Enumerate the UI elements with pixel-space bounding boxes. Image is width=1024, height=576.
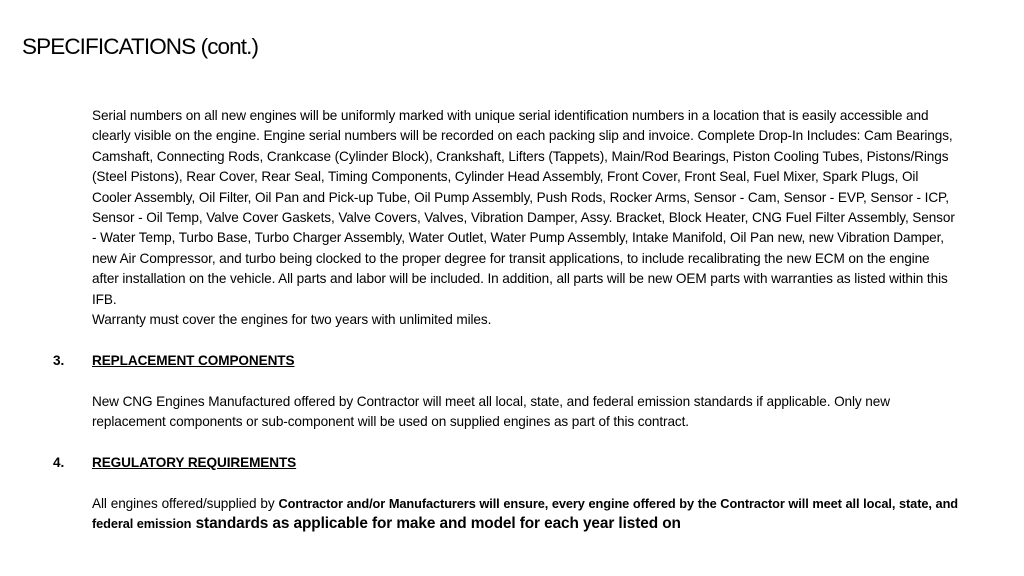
section-3-number: 3.: [53, 352, 65, 368]
slide-body: [53, 106, 958, 534]
section-4-heading: REGULATORY REQUIREMENTS: [92, 454, 297, 470]
section-3-body: New CNG Engines Manufactured offered by Contractor will meet all local, state, and federal emission standards if applicable. Only new replacement components or sub-component will be used on supplied engines as part of this contract.: [92, 393, 890, 430]
spacer: [92, 473, 958, 493]
slide-title: SPECIFICATIONS (cont.): [22, 34, 259, 59]
spacer: [92, 432, 958, 452]
section-4-body-intro: All engines offered/supplied by: [92, 495, 279, 511]
section-4-number: 4.: [53, 454, 65, 470]
warranty-line: Warranty must cover the engines for two years with unlimited miles.: [92, 312, 492, 328]
spacer: [92, 330, 958, 350]
section-4-body-bold-large: standards as applicable for make and model for each year listed on: [191, 515, 681, 533]
section-4-body: [92, 494, 958, 535]
intro-paragraph: Serial numbers on all new engines will be uniformly marked with unique serial identification numbers in a location that is easily accessible and clearly visible on the engine. Engine serial numbers will be recorded on each packing slip and invoice. Complete Drop-In Includes: Cam Bearings, Camshaft, Connecting Rods, Crankcase (Cylinder Block), Crankshaft, Lifters (Tappets), Main/Rod Bearings, Piston Cooling Tubes, Pistons/Rings (Steel Pistons), Rear Cover, Rear Seal, Timing Components, Cylinder Head Assembly, Front Cover, Front Seal, Fuel Mixer, Spark Plugs, Oil Cooler Assembly, Oil Filter, Oil Pan and Pick-up Tube, Oil Pump Assembly, Push Rods, Rocker Arms, Sensor - Cam, Sensor - EVP, Sensor - ICP, Sensor - Oil Temp, Valve Cover Gaskets, Valve Covers, Valves, Vibration Damper, Assy. Bracket, Block Heater, CNG Fuel Filter Assembly, Sensor - Water Temp, Turbo Base, Turbo Charger Assembly, Water Outlet, Water Pump Assembly, Intake Manifold, Oil Pan new, new Vibration Damper, new Air Compressor, and turbo being clocked to the proper degree for transit applications, to include recalibrating the new ECM on the engine after installation on the vehicle. All parts and labor will be included. In addition, all parts will be new OEM parts with warranties as listed within this IFB.: [92, 108, 955, 307]
spacer: [92, 371, 958, 391]
section-4-body-bold: Contractor and/or Manufacturers will ensure, every engine offered by the Contractor will meet all local, state, and federal emission: [92, 495, 958, 532]
section-3-header: [53, 351, 958, 371]
section-4-header: [53, 453, 958, 473]
section-3-heading: REPLACEMENT COMPONENTS: [92, 352, 295, 368]
